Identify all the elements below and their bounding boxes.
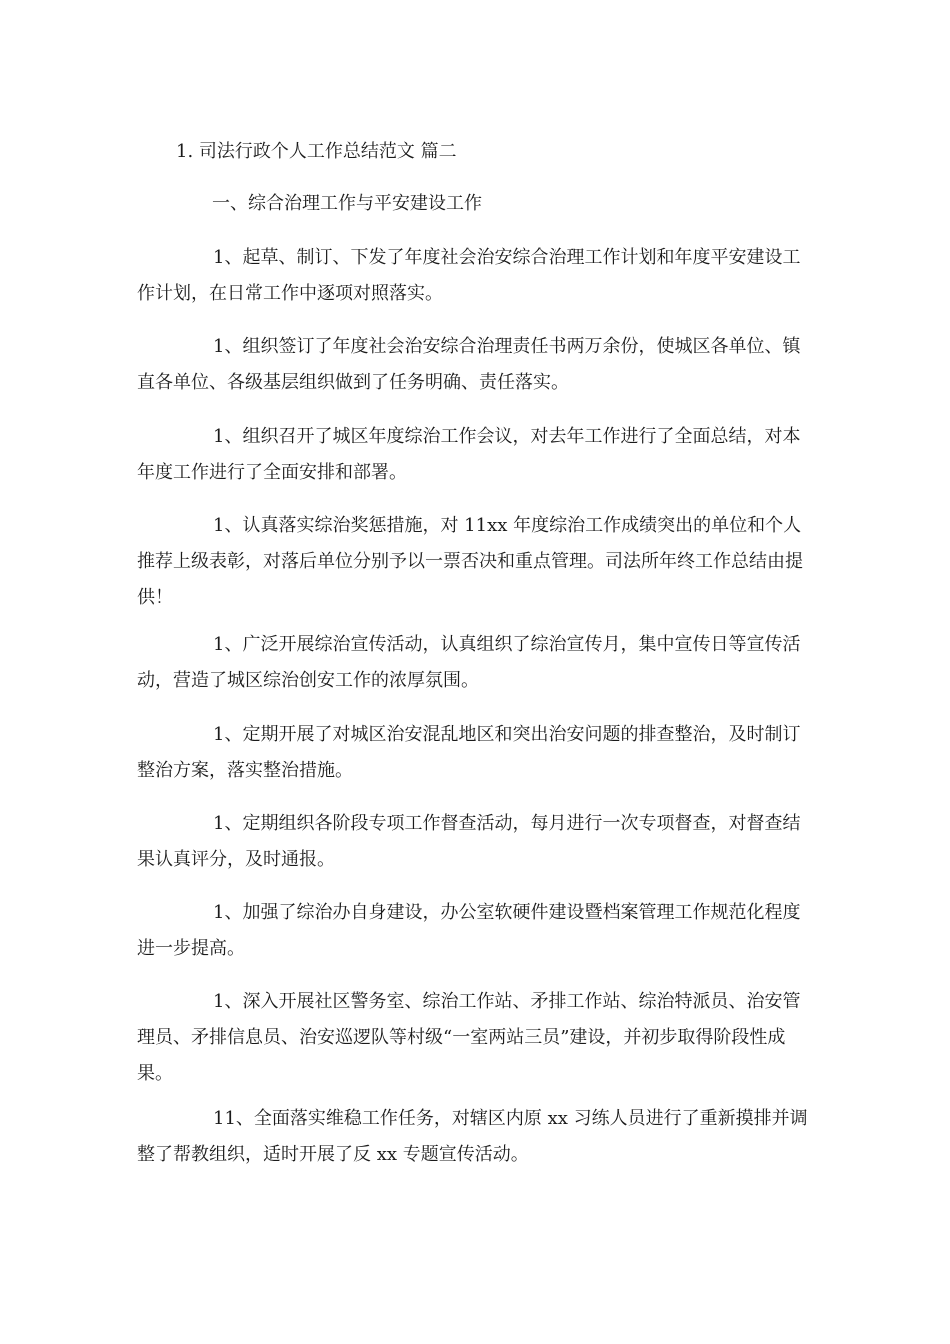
paragraph: 1、组织签订了年度社会治安综合治理责任书两万余份，使城区各单位、镇直各单位、各级基层组织做到了任务明确、责任落实。 — [137, 336, 801, 393]
paragraph: 1、定期组织各阶段专项工作督查活动，每月进行一次专项督查，对督查结果认真评分，及时通报。 — [137, 813, 801, 870]
paragraph: 1、认真落实综治奖惩措施，对 11xx 年度综治工作成绩突出的单位和个人推荐上级表彰，对落后单位分别予以一票否决和重点管理。司法所年终工作总结由提供！ — [137, 515, 803, 608]
paragraph: 1、深入开展社区警务室、综治工作站、矛排工作站、综治特派员、治安管理员、矛排信息员、治安巡逻队等村级“一室两站三员”建设，并初步取得阶段性成果。 — [137, 991, 801, 1084]
paragraph: 1、起草、制订、下发了年度社会治安综合治理工作计划和年度平安建设工作计划，在日常工作中逐项对照落实。 — [137, 247, 801, 304]
paragraph: 1、组织召开了城区年度综治工作会议，对去年工作进行了全面总结，对本年度工作进行了全面安排和部署。 — [137, 426, 801, 483]
paragraph: 1、加强了综治办自身建设，办公室软硬件建设暨档案管理工作规范化程度进一步提高。 — [137, 902, 801, 959]
paragraph: 1、广泛开展综治宣传活动，认真组织了综治宣传月，集中宣传日等宣传活动，营造了城区综治创安工作的浓厚氛围。 — [137, 634, 801, 691]
paragraph: 11、全面落实维稳工作任务，对辖区内原 xx 习练人员进行了重新摸排并调整了帮教组织，适时开展了反 xx 专题宣传活动。 — [137, 1108, 808, 1165]
document-title: 1. 司法行政个人工作总结范文 篇二 — [176, 141, 457, 162]
paragraph: 1、定期开展了对城区治安混乱地区和突出治安问题的排查整治，及时制订整治方案，落实整治措施。 — [137, 724, 801, 781]
section-heading: 一、综合治理工作与平安建设工作 — [212, 193, 482, 214]
